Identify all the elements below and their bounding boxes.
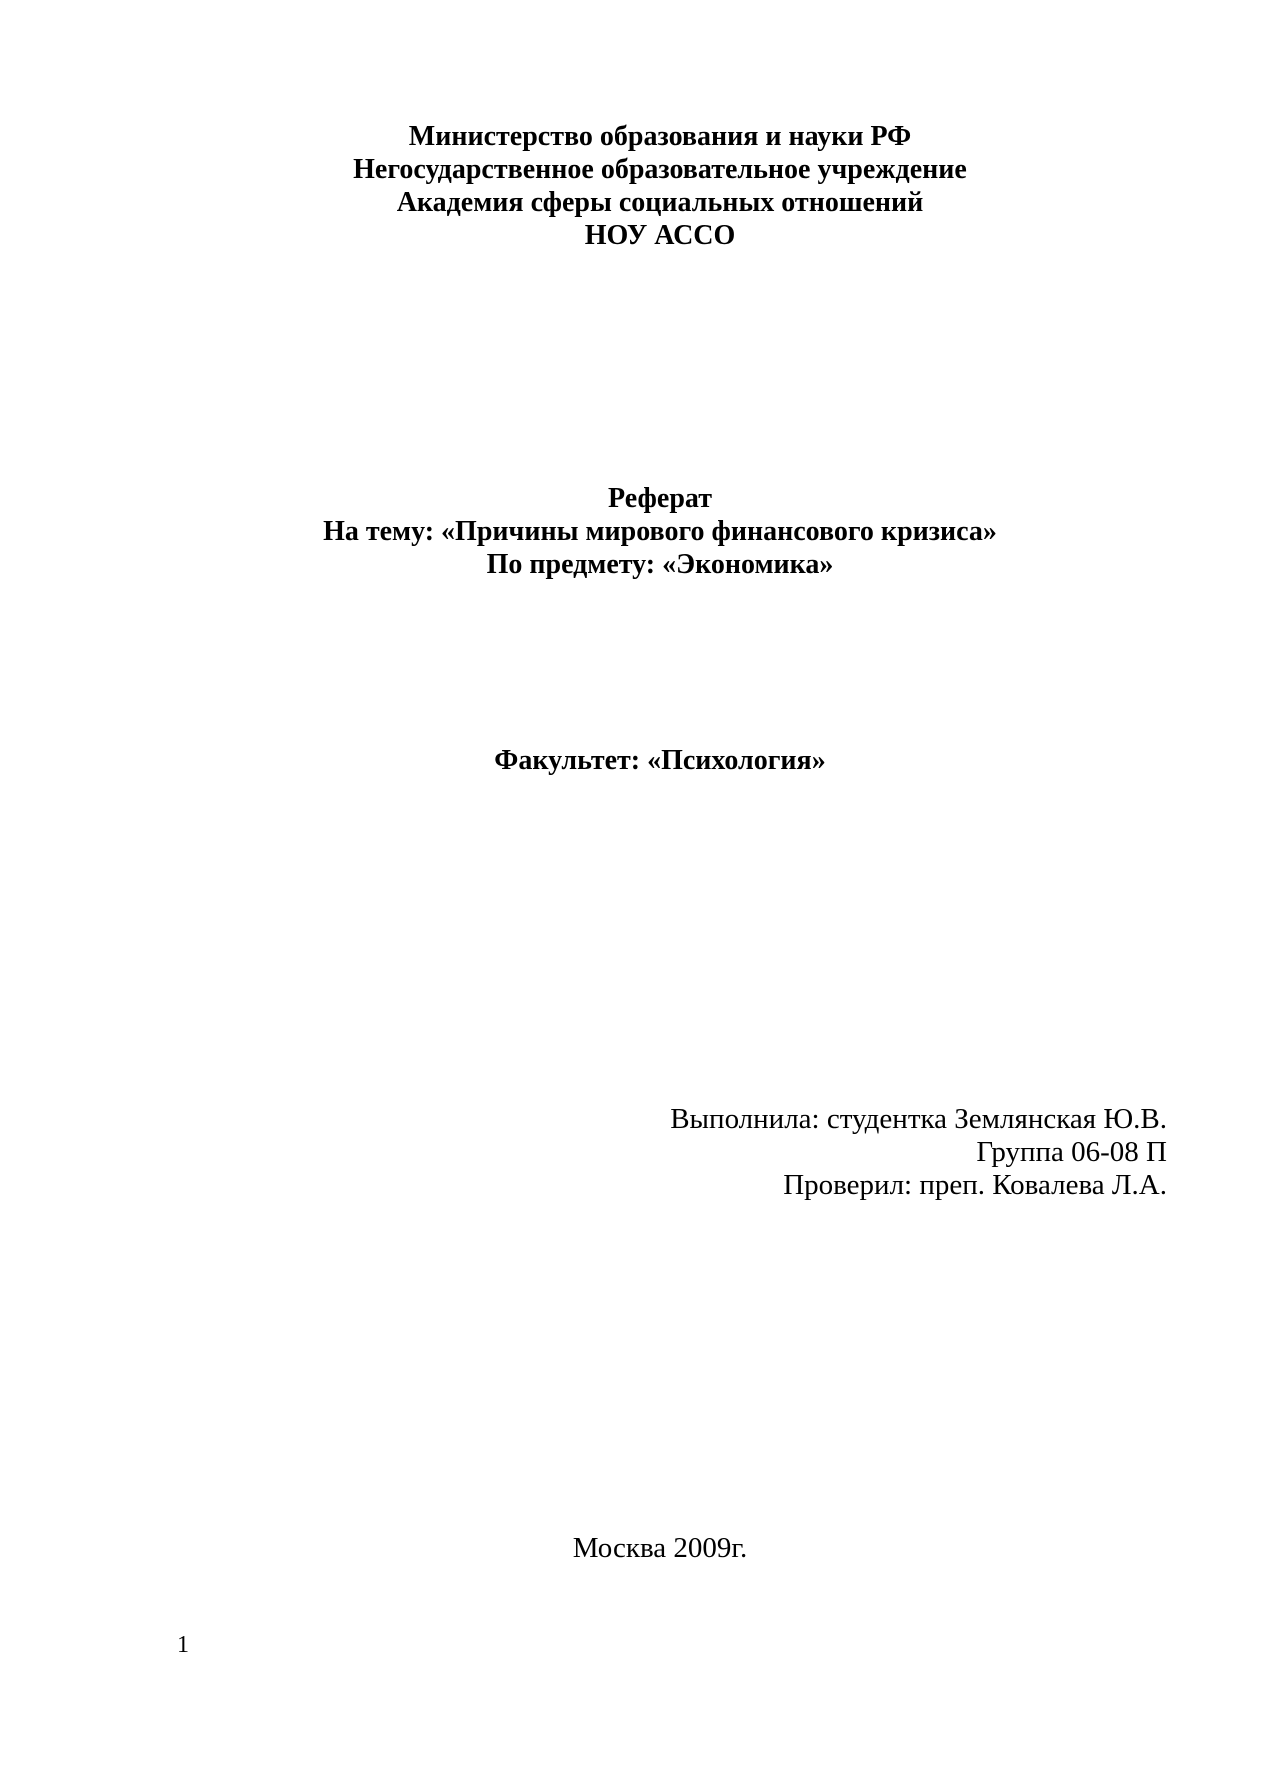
faculty-line: Факультет: «Психология» [494,745,826,776]
doc-type-line: Реферат [608,483,712,514]
checked-by-line: Проверил: преп. Ковалева Л.А. [783,1169,1167,1201]
abbreviation-line: НОУ АССО [584,220,736,251]
page-number: 1 [177,1632,189,1658]
group-line: Группа 06-08 П [976,1136,1167,1168]
institution-type-line: Негосударственное образовательное учреждение [353,154,967,185]
subject-line: По предмету: «Экономика» [486,549,834,580]
city-year-line: Москва 2009г. [572,1532,748,1564]
organization-header [160,120,1160,252]
document-title [160,482,1160,581]
ministry-line: Министерство образования и науки РФ [408,121,912,152]
academy-line: Академия сферы социальных отношений [396,187,924,218]
topic-line: На тему: «Причины мирового финансового кризиса» [323,516,997,547]
author-info [670,1103,1167,1202]
city-year [160,1532,1160,1565]
faculty-block [160,744,1160,777]
performed-by-line: Выполнила: студентка Землянская Ю.В. [670,1103,1167,1135]
